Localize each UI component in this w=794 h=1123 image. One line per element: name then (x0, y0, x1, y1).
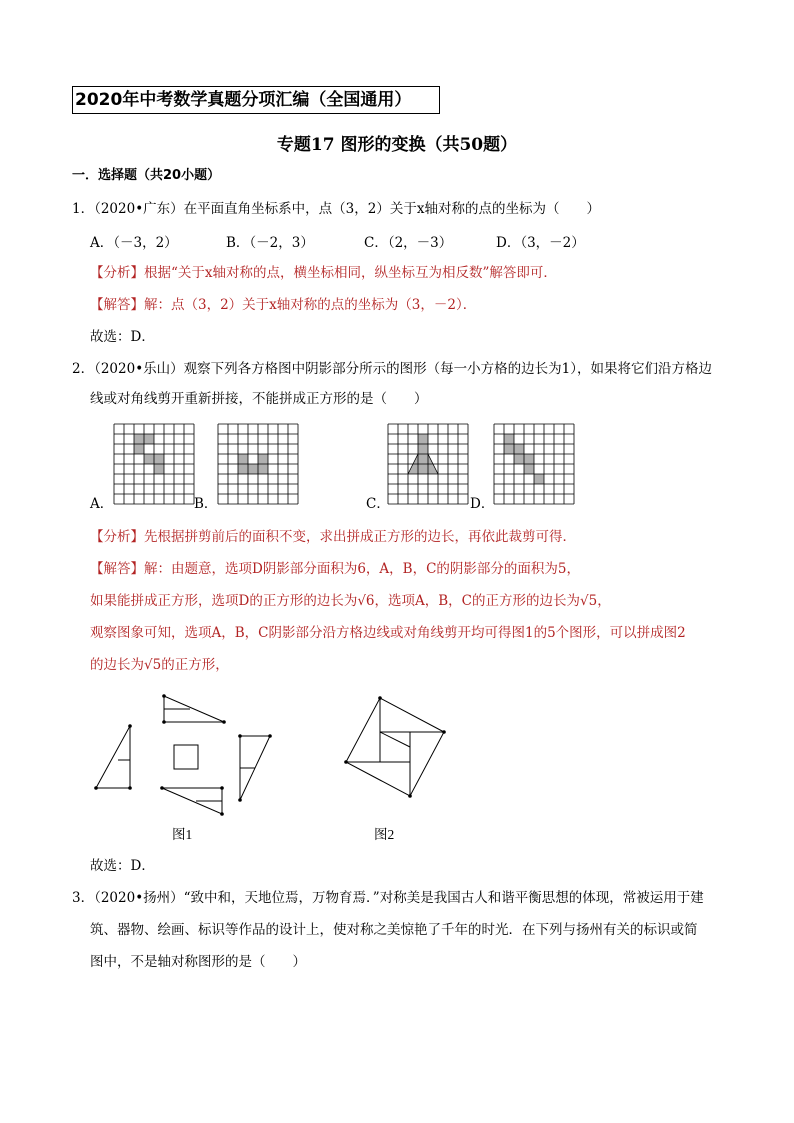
q1-choice: 故选：D． (90, 329, 155, 345)
grid-label-b: B． (194, 496, 218, 512)
q2-answer-line3: 观察图象可知，选项A，B，C阴影部分沿方格边线或对角线剪开均可得图1的5个图形，可以拼成图2 (90, 625, 686, 641)
q1-option-c: C．（2，－3） (364, 235, 453, 251)
section-heading: 一．选择题（共20小题） (72, 168, 221, 183)
grid-label-c: C． (366, 496, 390, 512)
grid-figure-d (494, 424, 574, 504)
q1-answer: 【解答】解：点（3，2）关于x轴对称的点的坐标为（3，－2）． (90, 297, 477, 313)
q3-stem-line2: 筑、器物、绘画、标识等作品的设计上，使对称之美惊艳了千年的时光．在下列与扬州有关的标识或简 (90, 922, 698, 938)
grid-figure-c (388, 424, 468, 504)
grid-label-d: D． (470, 496, 495, 512)
q1-stem: 1．（2020•广东）在平面直角坐标系中，点（3，2）关于x轴对称的点的坐标为（ ） (72, 201, 600, 217)
grid-figure-a (114, 424, 194, 504)
figure-1-pieces (90, 688, 290, 828)
collection-title-box: 2020年中考数学真题分项汇编（全国通用） (72, 86, 440, 114)
q2-answer-line1: 【解答】解：由题意，选项D阴影部分面积为6，A，B，C的阴影部分的面积为5， (90, 561, 581, 577)
q3-stem-line3: 图中，不是轴对称图形的是（ ） (90, 954, 306, 970)
grid-figure-b (218, 424, 298, 504)
q2-stem-line2: 线或对角线剪开重新拼接，不能拼成正方形的是（ ） (90, 391, 428, 407)
grid-label-a: A． (90, 496, 114, 512)
figure-1-label: 图1 (172, 827, 193, 842)
q2-choice: 故选：D． (90, 858, 155, 874)
q2-stem-line1: 2．（2020•乐山）观察下列各方格图中阴影部分所示的图形（每一小方格的边长为1），如果将它们沿方格边 (72, 361, 712, 377)
q3-stem-line1: 3．（2020•扬州）“致中和，天地位焉，万物育焉．”对称美是我国古人和谐平衡思想的体现，常被运用于建 (72, 890, 704, 906)
q2-answer-line4: 的边长为√5的正方形， (90, 657, 229, 673)
q2-analysis: 【分析】先根据拼剪前后的面积不变，求出拼成正方形的边长，再依此裁剪可得． (90, 529, 576, 545)
page-title: 专题17 图形的变换（共50题） (276, 135, 518, 155)
figure-2-label: 图2 (374, 827, 395, 842)
q1-analysis: 【分析】根据“关于x轴对称的点，横坐标相同，纵坐标互为相反数”解答即可． (90, 265, 557, 281)
q2-answer-line2: 如果能拼成正方形，选项D的正方形的边长为√6，选项A，B，C的正方形的边长为√5， (90, 593, 611, 609)
q1-option-d: D．（3，－2） (496, 235, 585, 251)
q1-option-b: B．（－2，3） (226, 235, 314, 251)
figure-2-square (340, 692, 470, 822)
q1-option-a: A．（－3，2） (90, 235, 178, 251)
